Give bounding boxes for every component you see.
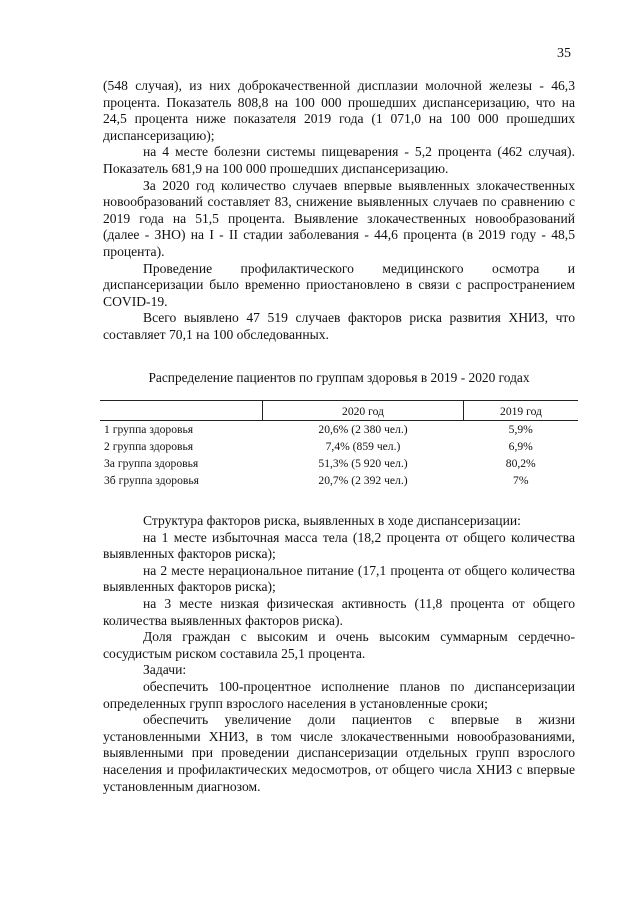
health-groups-table: [100, 400, 578, 489]
table-cell: 6,9%: [508, 440, 533, 454]
paragraph: Всего выявлено 47 519 случаев факторов риска развития ХНИЗ, что составляет 70,1 на 100 обследованных.: [103, 310, 575, 342]
table-cell: 5,9%: [508, 423, 533, 437]
table-header-cell: 2020 год: [263, 401, 464, 421]
paragraph: на 1 месте избыточная масса тела (18,2 процента от общего количества выявленных факторов риска);: [103, 529, 575, 562]
paragraph: Доля граждан с высоким и очень высоким суммарным сердечно-сосудистым риском составила 25,1 процента.: [103, 629, 575, 661]
paragraph: (548 случая), из них доброкачественной дисплазии молочной железы - 46,3 процента. Показатель 808,8 на 100 000 прошедших диспансеризацию, что на 24,5 процента ниже показателя 2019 года (1 071,0 на 100 000 прошедших диспансеризацию);: [103, 78, 575, 143]
table-title: Распределение пациентов по группам здоровья в 2019 - 2020 годах: [148, 369, 530, 385]
table-cell: 3а группа здоровья: [104, 457, 199, 471]
paragraph: Задачи:: [143, 662, 187, 678]
paragraph: обеспечить увеличение доли пациентов с впервые в жизни установленными ХНИЗ, в том числе злокачественными новообразованиями, выявленными при проведении диспансеризации отдельных групп взрослого населения и профилактических медосмотров, от общего числа ХНИЗ с впервые установленным диагнозом.: [103, 712, 575, 794]
paragraphs-top: [103, 78, 575, 344]
table-row: [100, 455, 578, 472]
table-cell: 20,7% (2 392 чел.): [318, 474, 408, 488]
table-row: [100, 421, 578, 439]
table-row: [100, 438, 578, 455]
table-header-cell: 2019 год: [464, 401, 579, 421]
table-cell: 1 группа здоровья: [104, 423, 194, 437]
table-cell: 2 группа здоровья: [104, 440, 194, 454]
table-row: [100, 472, 578, 489]
paragraph: Структура факторов риска, выявленных в ходе диспансеризации:: [143, 513, 521, 529]
document-body: [103, 78, 575, 795]
paragraph: За 2020 год количество случаев впервые выявленных злокачественных новообразований составляет 83, снижение выявленных случаев по сравнению с 2019 года на 51,5 процента. Выявление злокачественных новообразований (далее - ЗНО) на I - II стадии заболевания - 44,6 процента (в 2019 году - 48,5 процента).: [103, 177, 575, 259]
table-cell: 51,3% (5 920 чел.): [318, 457, 408, 471]
paragraph: обеспечить 100-процентное исполнение планов по диспансеризации определенных групп взрослого населения в установленные сроки;: [103, 679, 575, 711]
paragraphs-bottom: [103, 513, 575, 795]
table-cell: 7%: [513, 474, 529, 488]
paragraph: Проведение профилактического медицинского осмотра и диспансеризации было временно приостановлено в связи с распространением COVID-19.: [103, 260, 575, 309]
table-header-cell: [100, 401, 263, 421]
table-cell: 7,4% (859 чел.): [325, 440, 401, 454]
table-cell: 3б группа здоровья: [104, 474, 199, 488]
page-number: 35: [557, 46, 571, 61]
table-header-row: [100, 401, 578, 421]
table-cell: 80,2%: [505, 457, 536, 471]
paragraph: на 2 месте нерациональное питание (17,1 процента от общего количества выявленных факторов риска);: [103, 562, 575, 595]
paragraph: на 4 месте болезни системы пищеварения - 5,2 процента (462 случая). Показатель 681,9 на 100 000 прошедших диспансеризацию.: [103, 144, 575, 176]
table-cell: 20,6% (2 380 чел.): [318, 423, 408, 437]
paragraph: на 3 месте низкая физическая активность (11,8 процента от общего количества выявленных факторов риска).: [103, 596, 575, 628]
